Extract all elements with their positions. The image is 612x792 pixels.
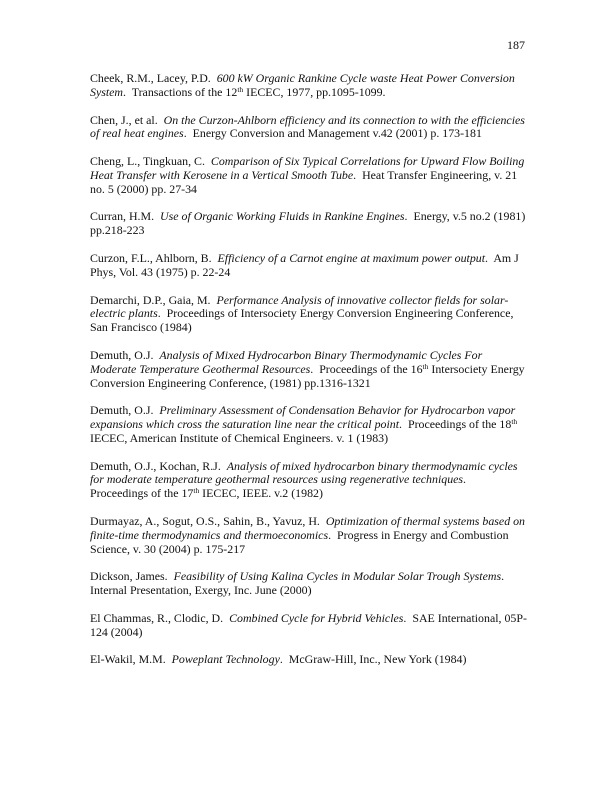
ref-source: Heat Transfer Engineering, v. 21 no. 5 (2000) pp. 27-34 (90, 167, 518, 196)
reference-entry: Demuth, O.J. Analysis of Mixed Hydrocarbon Binary Thermodynamic Cycles For Moderate Temperature Geothermal Resources. Proceedings of the 16th Intersociety Energy Conversion Engineering Conference, (1981) pp.1316-1321 (90, 347, 525, 390)
ref-title: 600 kW Organic Rankine Cycle waste Heat Power Conversion System (90, 71, 515, 99)
ref-source: McGraw-Hill, Inc., New York (1984) (288, 652, 467, 667)
ref-source: Energy Conversion and Management v.42 (2001) p. 173-181 (192, 126, 482, 141)
ref-title: Comparison of Six Typical Correlations for Upward Flow Boiling Heat Transfer with Kerosene in a Vertical Smooth Tube (90, 154, 525, 182)
reference-entry: Durmayaz, A., Sogut, O.S., Sahin, B., Yavuz, H. Optimization of thermal systems based on finite-time thermodynamics and thermoeconomics. Progress in Energy and Combustion Science, v. 30 (2004) p. 175-217 (90, 514, 526, 556)
ref-source: Am J Phys, Vol. 43 (1975) p. 22-24 (90, 250, 519, 279)
ref-source-cont: IECEC, American Institute of Chemical Engineers. v. 1 (1983) (90, 430, 389, 445)
ref-authors: Cheng, L., Tingkuan, C. (90, 154, 205, 169)
ref-source-cont: IECEC, IEEE. v.2 (1982) (199, 486, 323, 501)
ref-title: Performance Analysis of innovative collector fields for solar-electric plants (90, 292, 509, 321)
ref-authors: Demarchi, D.P., Gaia, M. (90, 292, 211, 307)
ref-superscript: th (193, 486, 200, 496)
ref-title: On the Curzon-Ahlborn efficiency and its connection to with the efficiencies of real heat engines (90, 112, 525, 141)
ref-title: Use of Organic Working Fluids in Rankine Engines (160, 209, 405, 224)
ref-source: Proceedings of the 17 (90, 486, 194, 501)
ref-title: Efficiency of a Carnot engine at maximum power output (217, 250, 486, 265)
page-number: 187 (507, 38, 525, 52)
ref-superscript: th (422, 361, 429, 371)
reference-entry: Demuth, O.J. Preliminary Assessment of Condensation Behavior for Hydrocarbon vapor expansions which cross the saturation line near the critical point. Proceedings of the 18th IECEC, American Institute of Chemical Engineers. v. 1 (1983) (90, 403, 518, 445)
ref-authors: Demuth, O.J. (90, 403, 154, 418)
ref-authors: Chen, J., et al. (90, 112, 158, 127)
reference-entry: Cheek, R.M., Lacey, P.D. 600 kW Organic Rankine Cycle waste Heat Power Conversion System. Transactions of the 12th IECEC, 1977, pp.1095-1099. (90, 71, 515, 99)
reference-entry: Chen, J., et al. On the Curzon-Ahlborn efficiency and its connection to with the efficiencies of real heat engines. Energy Conversion and Management v.42 (2001) p. 173-181 (90, 112, 525, 141)
ref-source: Energy, v.5 no.2 (1981) pp.218-223 (90, 209, 526, 238)
reference-entry: Curran, H.M. Use of Organic Working Fluids in Rankine Engines. Energy, v.5 no.2 (1981) pp.218-223 (90, 209, 526, 238)
ref-source: Progress in Energy and Combustion Science, v. 30 (2004) p. 175-217 (90, 527, 509, 556)
reference-list (90, 72, 530, 681)
ref-title: Feasibility of Using Kalina Cycles in Modular Solar Trough Systems (173, 569, 502, 584)
reference-entry: Curzon, F.L., Ahlborn, B. Efficiency of a Carnot engine at maximum power output. Am J Phys, Vol. 43 (1975) p. 22-24 (90, 250, 519, 279)
ref-authors: Demuth, O.J. (90, 347, 154, 362)
ref-authors: Curran, H.M. (90, 209, 155, 224)
ref-source-cont: IECEC, 1977, pp.1095-1099. (243, 84, 386, 99)
ref-source-cont: Intersociety Energy Conversion Engineering Conference, (1981) pp.1316-1321 (90, 361, 525, 390)
reference-entry: Cheng, L., Tingkuan, C. Comparison of Six Typical Correlations for Upward Flow Boiling Heat Transfer with Kerosene in a Vertical Smooth Tube. Heat Transfer Engineering, v. 21 no. 5 (2000) pp. 27-34 (90, 154, 525, 196)
ref-authors: El Chammas, R., Clodic, D. (90, 610, 224, 625)
ref-source: Internal Presentation, Exergy, Inc. June (2000) (90, 583, 312, 598)
ref-superscript: th (511, 417, 518, 427)
ref-title: Combined Cycle for Hybrid Vehicles (229, 610, 404, 625)
reference-entry: Demarchi, D.P., Gaia, M. Performance Analysis of innovative collector fields for solar-electric plants. Proceedings of Intersociety Energy Conversion Engineering Conference, San Francisco (1984) (90, 292, 514, 335)
reference-entry: Demuth, O.J., Kochan, R.J. Analysis of mixed hydrocarbon binary thermodynamic cycles for moderate temperature geothermal resources using regenerative techniques. Proceedings of the 17th IECEC, IEEE. v.2 (1982) (90, 458, 518, 501)
ref-source: Proceedings of the 16 (319, 361, 423, 376)
reference-entry: Dickson, James. Feasibility of Using Kalina Cycles in Modular Solar Trough Systems. Internal Presentation, Exergy, Inc. June (2000) (90, 569, 508, 598)
reference-entry: El-Wakil, M.M. Poweplant Technology. McGraw-Hill, Inc., New York (1984) (90, 652, 467, 667)
ref-title: Optimization of thermal systems based on finite-time thermodynamics and thermoeconomics (90, 514, 526, 542)
ref-source: Proceedings of Intersociety Energy Conversion Engineering Conference, San Francisco (1984) (90, 306, 514, 335)
ref-source: Proceedings of the 18 (407, 417, 512, 432)
ref-authors: El-Wakil, M.M. (90, 652, 166, 667)
ref-title: Analysis of mixed hydrocarbon binary thermodynamic cycles for moderate temperature geothermal resources using regenerative techniques (90, 458, 518, 487)
ref-source: SAE International, 05P-124 (2004) (90, 610, 527, 639)
ref-source: Transactions of the 12 (131, 84, 238, 99)
ref-authors: Curzon, F.L., Ahlborn, B. (90, 250, 212, 265)
ref-authors: Cheek, R.M., Lacey, P.D. (90, 71, 211, 85)
ref-authors: Demuth, O.J., Kochan, R.J. (90, 458, 221, 473)
ref-authors: Durmayaz, A., Sogut, O.S., Sahin, B., Yavuz, H. (90, 514, 320, 528)
ref-title: Analysis of Mixed Hydrocarbon Binary Thermodynamic Cycles For Moderate Temperature Geothermal Resources (90, 347, 483, 376)
ref-title: Preliminary Assessment of Condensation Behavior for Hydrocarbon vapor expansions which cross the saturation line near the critical point (90, 403, 516, 432)
ref-superscript: th (237, 84, 244, 94)
ref-authors: Dickson, James. (90, 569, 168, 584)
ref-title: Poweplant Technology (171, 652, 280, 667)
reference-entry: El Chammas, R., Clodic, D. Combined Cycle for Hybrid Vehicles. SAE International, 05P-124 (2004) (90, 610, 527, 639)
